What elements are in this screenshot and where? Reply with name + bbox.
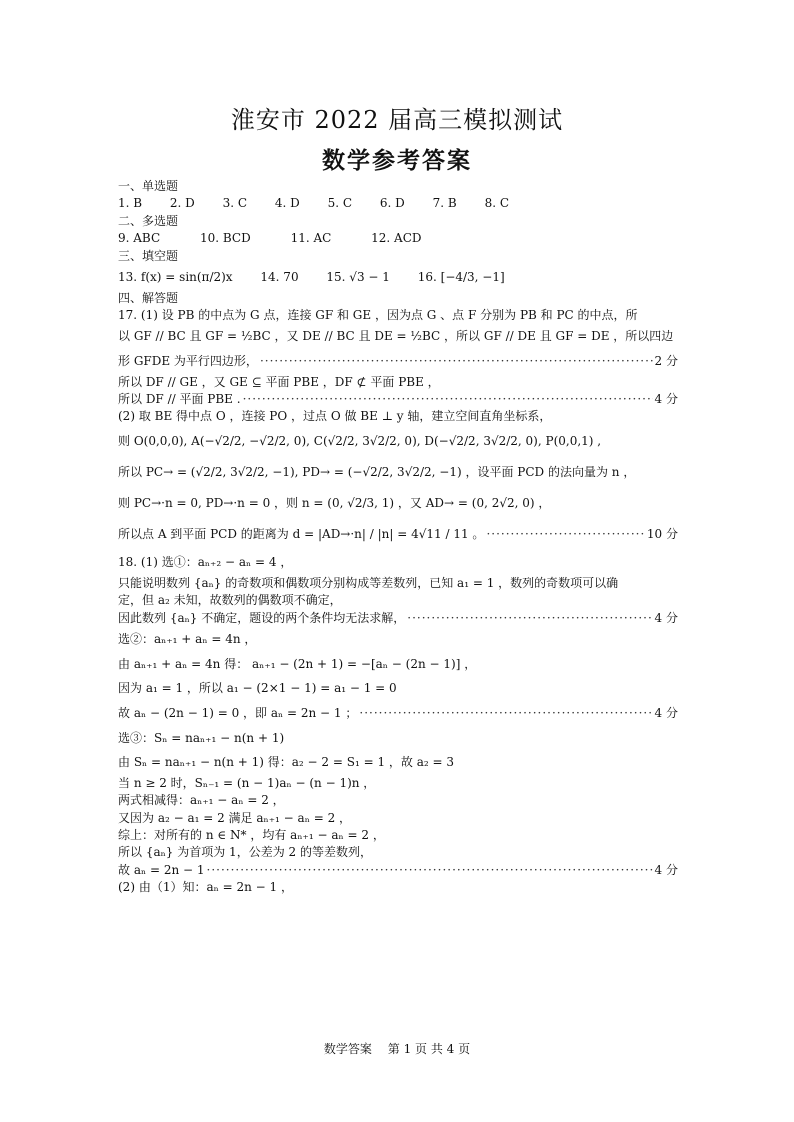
- answer-item: 9. ABC: [118, 231, 161, 246]
- score-points: 4 分: [654, 610, 678, 625]
- q18-line: 因此数列 {aₙ} 不确定，题设的两个条件均无法求解，: [118, 610, 406, 625]
- section-heading-solve: 四、解答题: [118, 290, 179, 305]
- answer-item: 1. B: [118, 196, 143, 211]
- q18-line: 选③：Sₙ = naₙ₊₁ − n(n + 1): [118, 730, 285, 745]
- answer-item: 13. f(x) = sin(π/2)x: [118, 269, 233, 284]
- multi-choice-answers: [118, 230, 678, 247]
- q18-line: 由 aₙ₊₁ + aₙ = 4n 得： aₙ₊₁ − (2n + 1) = −[aₙ − (2n − 1)] ，: [118, 656, 477, 671]
- answer-item: 11. AC: [290, 231, 332, 246]
- footer-page-number: 第 1 页 共 4 页: [387, 1042, 471, 1056]
- q17-scoring-line: [118, 349, 678, 374]
- fill-blank-answers: [118, 265, 678, 290]
- answer-item: 4. D: [274, 196, 300, 211]
- score-points: 4 分: [654, 862, 678, 877]
- section-heading-single: 一、单选题: [118, 179, 179, 193]
- leader-dots: [207, 862, 653, 879]
- answer-item: 6. D: [379, 196, 405, 211]
- leader-dots: [407, 610, 652, 627]
- score-points: 10 分: [646, 527, 678, 542]
- q17-line: 则 O(0,0,0), A(−√2/2, −√2/2, 0), C(√2/2, 3√2/2, 0), D(−√2/2, 3√2/2, 0), P(0,0,1) ,: [118, 433, 602, 448]
- answer-item: 16. [−4/3, −1]: [417, 269, 505, 284]
- q17-scoring-line: [118, 519, 678, 550]
- q18-line: 所以 {aₙ} 为首项为 1，公差为 2 的等差数列，: [118, 845, 372, 860]
- leader-dots: [486, 519, 644, 550]
- q18-line: 当 n ≥ 2 时，Sₙ₋₁ = (n − 1)aₙ − (n − 1)n ，: [118, 775, 376, 790]
- q18-line: 故 aₙ − (2n − 1) = 0 ，即 aₙ = 2n − 1 ；: [118, 705, 358, 720]
- q18-line: 18. (1) 选①：aₙ₊₂ − aₙ = 4 ，: [118, 555, 293, 570]
- q18-line: (2) 由（1）知：aₙ = 2n − 1 ，: [118, 880, 293, 895]
- answer-item: 2. D: [169, 196, 195, 211]
- q17-line: 所以 DF // GE ，又 GE ⊆ 平面 PBE ，DF ⊄ 平面 PBE ，: [118, 374, 440, 389]
- q18-line: 故 aₙ = 2n − 1: [118, 862, 205, 877]
- answer-item: 5. C: [327, 196, 353, 211]
- q17-line: 所以点 A 到平面 PCD 的距离为 d = |AD→·n| / |n| = 4√11 / 11 。: [118, 527, 485, 542]
- score-points: 4 分: [654, 705, 678, 720]
- answer-item: 12. ACD: [371, 231, 422, 246]
- q18-line: 只能说明数列 {aₙ} 的奇数项和偶数项分别构成等差数列，已知 a₁ = 1 ，数列的奇数项可以确: [118, 576, 619, 591]
- q18-line: 因为 a₁ = 1 ，所以 a₁ − (2×1 − 1) = a₁ − 1 = 0: [118, 681, 397, 696]
- q17-line: 所以 PC→ = (√2/2, 3√2/2, −1), PD→ = (−√2/2, 3√2/2, −1) ，设平面 PCD 的法向量为 n ，: [118, 464, 636, 479]
- q17-scoring-line: [118, 391, 678, 408]
- answer-item: 14. 70: [260, 269, 299, 284]
- answer-item: 10. BCD: [199, 231, 251, 246]
- score-points: 4 分: [654, 391, 678, 406]
- q18-line: 选②：aₙ₊₁ + aₙ = 4n ，: [118, 632, 257, 647]
- leader-dots: [260, 349, 653, 374]
- q17-line: 以 GF // BC 且 GF = ½BC ，又 DE // BC 且 DE = ½BC ，所以 GF // DE 且 GF = DE ，所以四边: [118, 329, 674, 344]
- answer-content: [118, 178, 678, 897]
- q18-line: 由 Sₙ = naₙ₊₁ − n(n + 1) 得：a₂ − 2 = S₁ = 1 ，故 a₂ = 3: [118, 755, 454, 770]
- q18-line: 定，但 a₂ 未知，故数列的偶数项不确定，: [118, 593, 342, 608]
- q17-line: 所以 DF // 平面 PBE .: [118, 391, 241, 406]
- section-heading-fill: 三、填空题: [118, 248, 179, 263]
- leader-dots: [359, 701, 652, 726]
- q18-scoring-line: [118, 701, 678, 726]
- q18-line: 两式相减得：aₙ₊₁ − aₙ = 2 ，: [118, 793, 285, 808]
- q18-line: 综上：对所有的 n ∈ N* ，均有 aₙ₊₁ − aₙ = 2 ，: [118, 827, 385, 842]
- answer-item: 8. C: [484, 196, 510, 211]
- section-heading-multi: 二、多选题: [118, 213, 179, 228]
- answer-title: 数学参考答案: [322, 147, 472, 174]
- q17-line: 形 GFDE 为平行四边形，: [118, 353, 258, 368]
- q17-line: 则 PC→·n = 0, PD→·n = 0 ，则 n = (0, √2/3, 1) ，又 AD→ = (0, 2√2, 0) ，: [118, 496, 551, 511]
- q18-scoring-line: [118, 862, 678, 879]
- footer-subject: 数学答案: [323, 1042, 372, 1056]
- q17-line: (2) 取 BE 得中点 O ，连接 PO ，过点 O 做 BE ⊥ y 轴，建立空间直角坐标系，: [118, 409, 552, 424]
- answer-item: 15. √3 − 1: [326, 269, 390, 284]
- q18-scoring-line: [118, 610, 678, 627]
- answer-item: 3. C: [222, 196, 248, 211]
- q18-line: 又因为 a₂ − a₁ = 2 满足 aₙ₊₁ − aₙ = 2 ，: [118, 810, 352, 825]
- leader-dots: [243, 391, 653, 408]
- score-points: 2 分: [654, 353, 678, 368]
- page-footer: [0, 1040, 794, 1057]
- exam-title: 淮安市 2022 届高三模拟测试: [230, 106, 564, 134]
- single-choice-answers: [118, 195, 678, 212]
- answer-item: 7. B: [432, 196, 457, 211]
- q17-line: 17. (1) 设 PB 的中点为 G 点，连接 GF 和 GE ，因为点 G 、点 F 分别为 PB 和 PC 的中点，所: [118, 307, 638, 322]
